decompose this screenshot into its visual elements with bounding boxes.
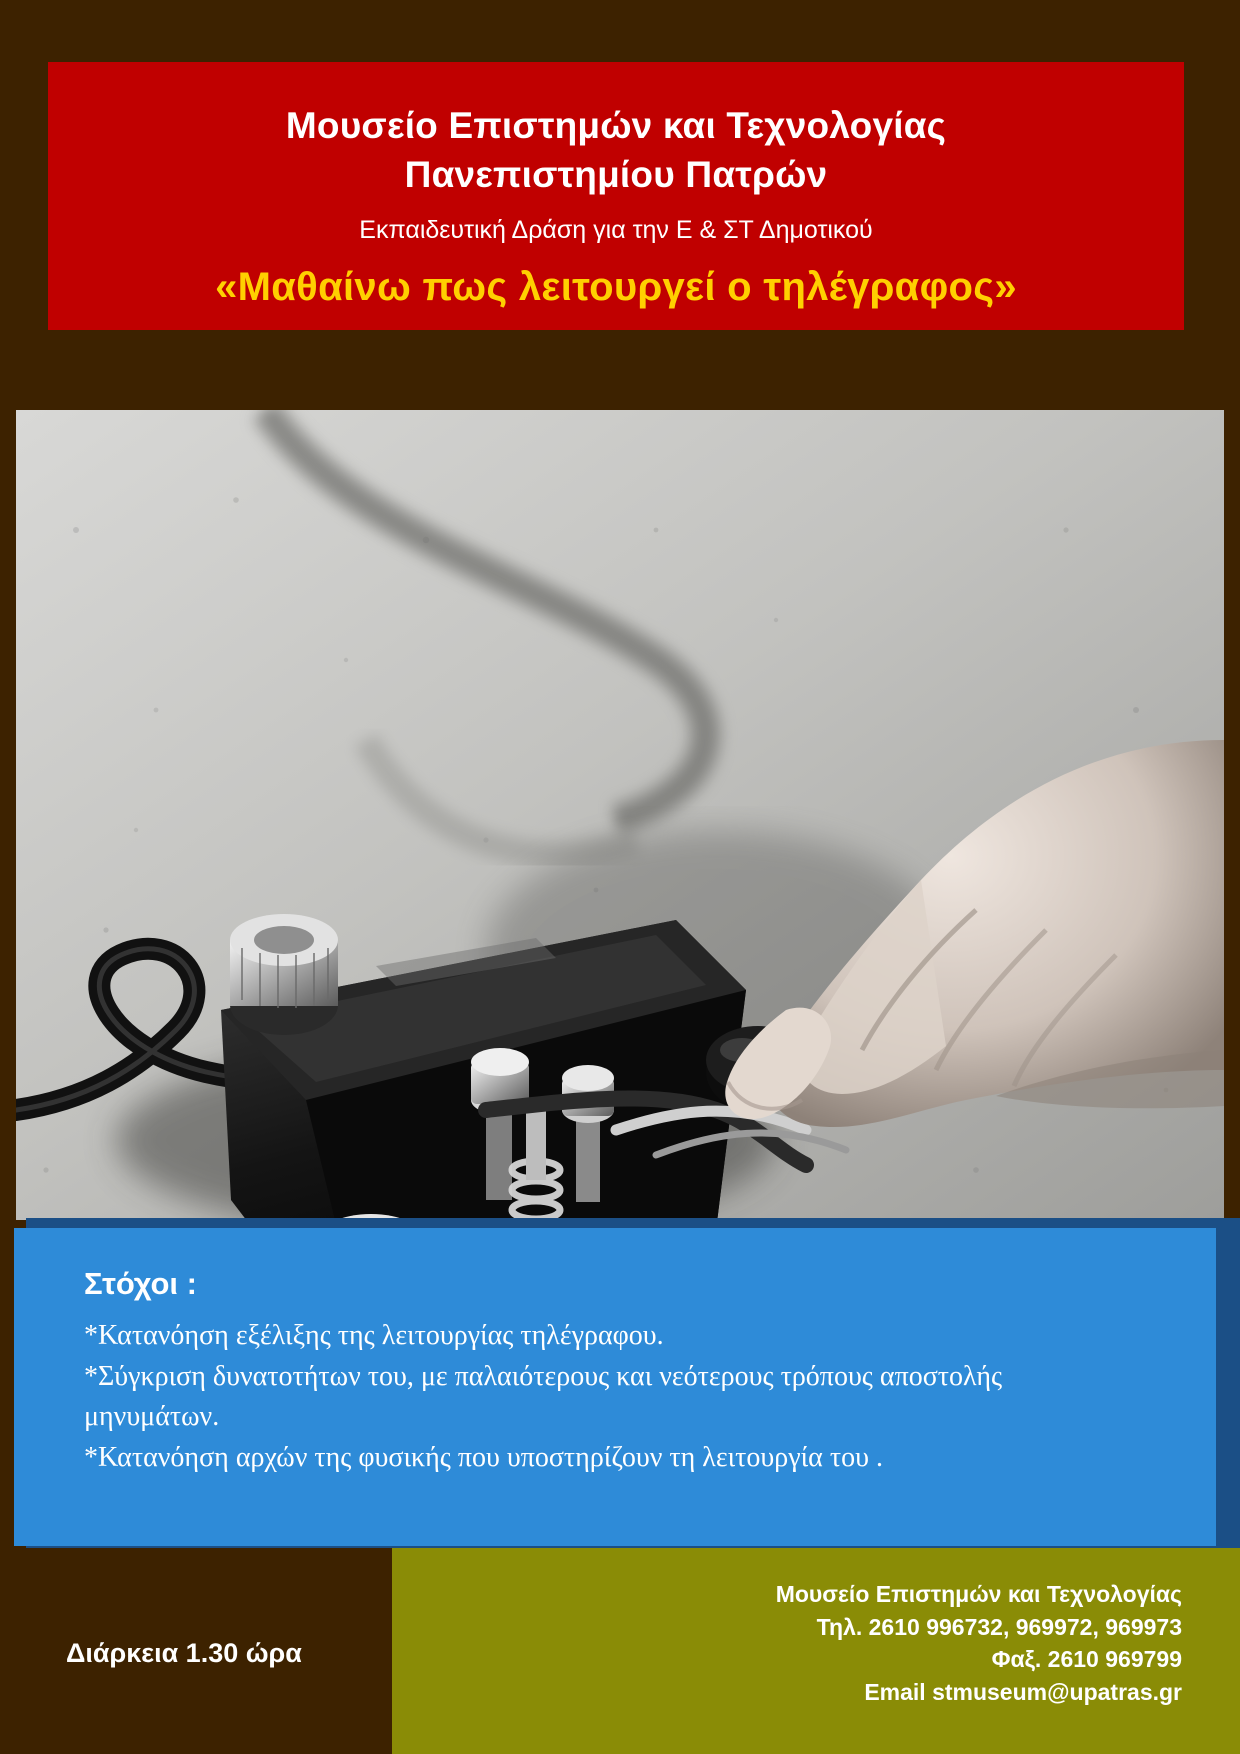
duration-label: Διάρκεια 1.30 ώρα	[66, 1638, 302, 1668]
activity-title: «Μαθαίνω πως λειτουργεί ο τηλέγραφος»	[215, 264, 1017, 309]
contact-fax: Φαξ. 2610 969799	[991, 1646, 1182, 1673]
header-band	[48, 62, 1184, 330]
telegraph-photo-graphic	[16, 410, 1224, 1220]
contact-phone: Τηλ. 2610 996732, 969972, 969973	[816, 1613, 1182, 1640]
objective-item: *Σύγκριση δυνατοτήτων του, με παλαιότερους και νεότερους τρόπους αποστολής	[84, 1360, 1003, 1392]
header-subtitle: Εκπαιδευτική Δράση για την Ε & ΣΤ Δημοτικού	[359, 215, 873, 244]
contact-block	[776, 1578, 1182, 1709]
telegraph-photo	[16, 410, 1224, 1220]
objective-item: *Κατανόηση αρχών της φυσικής που υποστηρίζουν τη λειτουργία του .	[84, 1441, 883, 1473]
museum-title-line2: Πανεπιστημίου Πατρών	[404, 153, 828, 195]
museum-title	[286, 102, 946, 200]
contact-email[interactable]: Email stmuseum@upatras.gr	[864, 1678, 1182, 1705]
museum-title-line1: Μουσείο Επιστημών και Τεχνολογίας	[285, 105, 947, 146]
objectives-title: Στόχοι :	[84, 1266, 197, 1301]
objective-item: μηνυμάτων.	[84, 1401, 220, 1433]
contact-org: Μουσείο Επιστημών και Τεχνολογίας	[775, 1581, 1182, 1607]
objectives-panel	[14, 1228, 1216, 1546]
objective-item: *Κατανόηση εξέλιξης της λειτουργίας τηλέγραφου.	[84, 1320, 664, 1351]
